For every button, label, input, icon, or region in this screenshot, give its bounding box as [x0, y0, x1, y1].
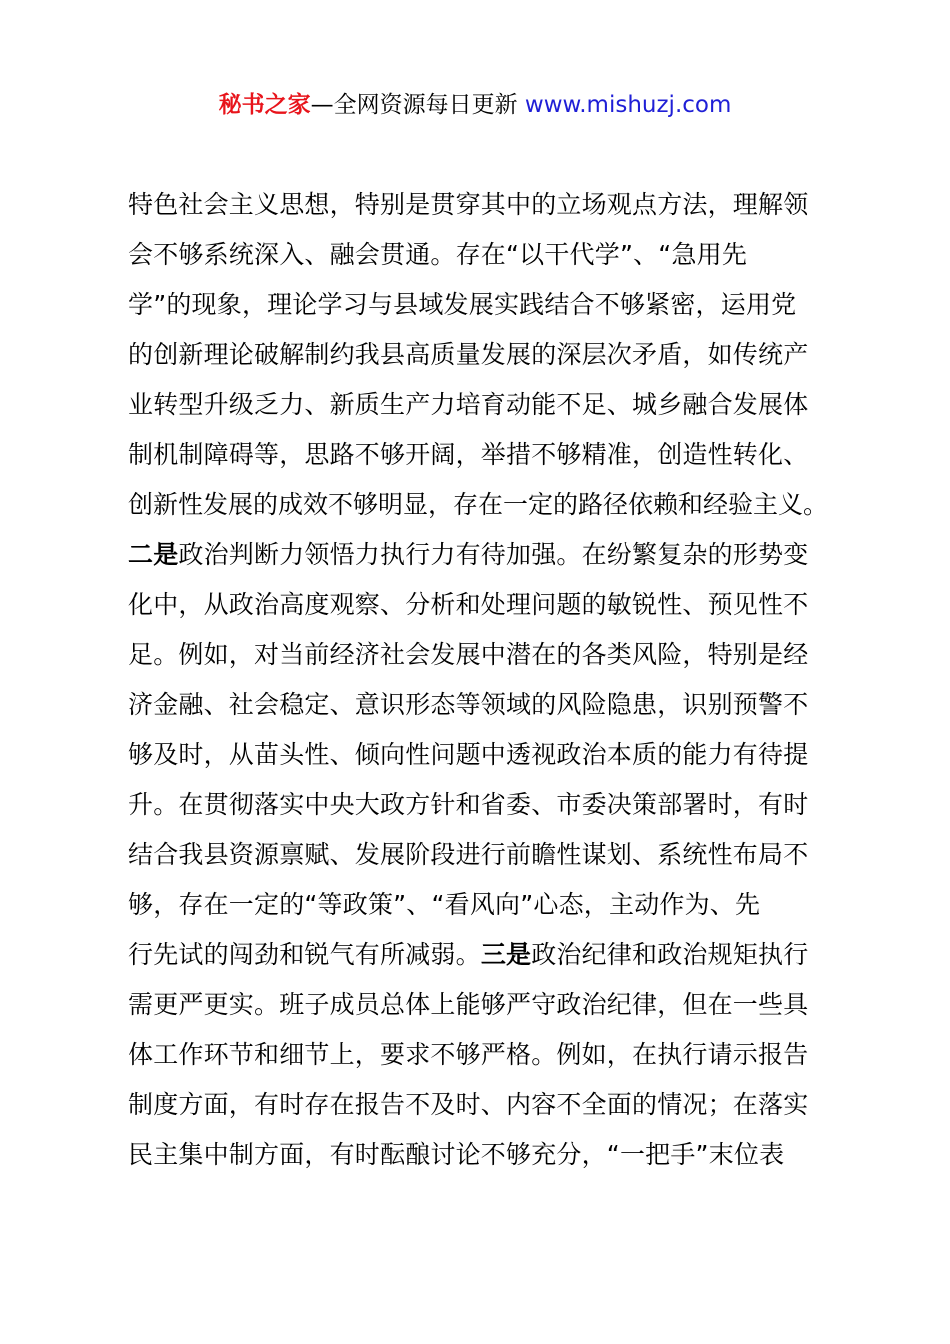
- text-line: [128, 430, 838, 480]
- text-run: 制度方面，有时存在报告不及时、内容不全面的情况；在落实: [128, 1090, 809, 1119]
- text-line: [128, 480, 838, 530]
- site-brand: 秘书之家: [218, 92, 311, 118]
- text-run: 行先试的闯劲和锐气有所减弱。: [128, 940, 481, 969]
- text-run: 民主集中制方面，有时酝酿讨论不够充分，“一把手”末位表: [128, 1140, 785, 1169]
- text-run: 特色社会主义思想，特别是贯穿其中的立场观点方法，理解领: [128, 190, 809, 219]
- text-line: [128, 1030, 838, 1080]
- text-run: 足。例如，对当前经济社会发展中潜在的各类风险，特别是经: [128, 640, 809, 669]
- text-line: [128, 1080, 838, 1130]
- text-line: [128, 630, 838, 680]
- text-run: 会不够系统深入、融会贯通。存在“以干代学”、“急用先: [128, 240, 748, 269]
- text-run: 化中，从政治高度观察、分析和处理问题的敏锐性、预见性不: [128, 590, 809, 619]
- text-run: 够，存在一定的“等政策”、“看风向”心态，主动作为、先: [128, 890, 761, 919]
- section-lead-label: 三是: [480, 940, 532, 969]
- text-line: [128, 730, 838, 780]
- text-line: [128, 980, 838, 1030]
- site-url-link[interactable]: www.mishuzj.com: [524, 92, 732, 118]
- text-line: [128, 780, 838, 830]
- text-line: [128, 280, 838, 330]
- text-run: 结合我县资源禀赋、发展阶段进行前瞻性谋划、系统性布局不: [128, 840, 809, 869]
- text-line: [128, 1130, 838, 1180]
- document-body: [128, 180, 838, 1180]
- text-run: 需更严更实。班子成员总体上能够严守政治纪律，但在一些具: [128, 990, 809, 1019]
- text-run: 升。在贯彻落实中央大政方针和省委、市委决策部署时，有时: [128, 790, 809, 819]
- text-run: 创新性发展的成效不够明显，存在一定的路径依赖和经验主义。: [128, 490, 829, 519]
- text-line: [128, 380, 838, 430]
- text-line: [128, 930, 838, 980]
- text-line: [128, 330, 838, 380]
- site-header: [0, 88, 950, 122]
- text-line: [128, 680, 838, 730]
- text-run: 济金融、社会稳定、意识形态等领域的风险隐患，识别预警不: [128, 690, 809, 719]
- text-line: [128, 880, 838, 930]
- text-line: [128, 230, 838, 280]
- site-tagline: —全网资源每日更新: [310, 92, 525, 118]
- text-run: 政治判断力领悟力执行力有待加强。在纷繁复杂的形势变: [178, 540, 809, 569]
- text-line: [128, 580, 838, 630]
- text-run: 够及时，从苗头性、倾向性问题中透视政治本质的能力有待提: [128, 740, 809, 769]
- text-line: [128, 180, 838, 230]
- text-run: 业转型升级乏力、新质生产力培育动能不足、城乡融合发展体: [128, 390, 809, 419]
- text-run: 学”的现象，理论学习与县域发展实践结合不够紧密，运用党: [128, 290, 797, 319]
- text-run: 的创新理论破解制约我县高质量发展的深层次矛盾，如传统产: [128, 340, 809, 369]
- text-run: 体工作环节和细节上，要求不够严格。例如，在执行请示报告: [128, 1040, 809, 1069]
- text-line: [128, 530, 838, 580]
- text-run: 政治纪律和政治规矩执行: [531, 940, 809, 969]
- text-run: 制机制障碍等，思路不够开阔，举措不够精准，创造性转化、: [128, 440, 809, 469]
- section-lead-label: 二是: [128, 540, 179, 569]
- text-line: [128, 830, 838, 880]
